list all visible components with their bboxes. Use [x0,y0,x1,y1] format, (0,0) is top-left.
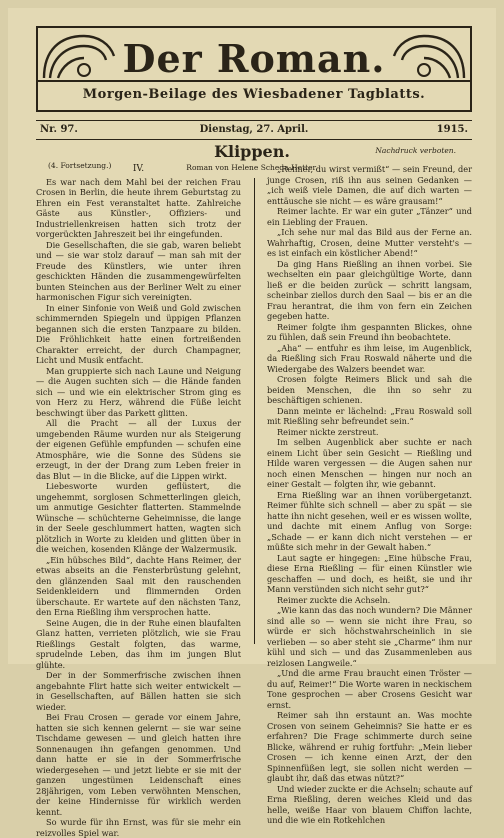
story-title: Klippen. [214,142,290,161]
paragraph: „Reimer, du wirst vermißt“ — sein Freund, der junge Crosen, riß ihn aus seinen Gedanken — „ich weiß viele Damen, die auf dich warten — enttäusche sie nicht — es wäre grausam!“ [267,164,472,206]
masthead-title: Der Roman. [122,36,386,81]
text-column-right [267,164,472,825]
paragraph: Man gruppierte sich nach Laune und Neigung — die Augen suchten sich — die Hände fanden sich — und wie ein elektrischer Strom ging es von Herz zu Herz, während die Füße leicht beschwingt über das Parkett glitten. [36,365,241,418]
paragraph: Reimer nickte zerstreut. [277,426,379,437]
chapter-number: IV. [132,164,145,174]
issue-number: Nr. 97. [40,124,78,135]
paragraph: „Ich sehe nur mal das Bild aus der Ferne an. Wahrhaftig, Crosen, deine Mutter versteht's — es ist einfach ein köstlicher Abend!“ [267,227,472,258]
newspaper-page [8,8,496,838]
paragraph: Im selben Augenblick aber suchte er nach einem Licht über sein Gesicht — Rießling und Hilde waren vergessen — die Augen sahen nur noch einen Menschen — hingen nur noch an einer Gestalt — folgten ihr, wie gebannt. [267,437,472,489]
reprint-notice: Nachdruck verboten. [375,146,456,155]
paragraph: Reimer folgte ihm gespannten Blickes, ohne zu fühlen, daß sein Freund ihn beobachtete. [267,321,472,342]
paragraph: Da ging Hans Rießling an ihnen vorbei. Sie wechselten ein paar gleichgültige Worte, dann ließ er die beiden zurück — schritt langsam, scheinbar ziellos durch den Saal — bis er an die Frau herantrat, die ihm von fern ein Zeichen gegeben hatte. [267,258,472,321]
paragraph: Crosen folgte Reimers Blick und sah die beiden Menschen, die ihn so sehr zu beschäftigen schienen. [267,374,472,405]
paragraph: Laut sagte er hingegen: „Eine hübsche Frau, diese Erna Rießling — für einen Künstler wie geschaffen — und doch, es heißt, sie und ihr Mann verstünden sich nicht sehr gut?“ [267,552,472,594]
paragraph: „Wie kann das das noch wundern? Die Männer sind alle so — wenn sie nicht ihre Frau, so würde er sich höchstwahrscheinlich in sie verlieben — so aber steht sie „Charme“ ihm nur kühl und sich — und das Zusammenleben aus reizlosen Langweile.“ [267,605,472,668]
paragraph: „Ein hübsches Bild“, dachte Hans Reimer, der etwas abseits an die Fensterbrüstung gelehnt, den glänzenden Saal mit den rauschenden Seidenkleidern und flimmernden Orden überschaute. Er wartete auf den nächsten Tanz, den Erna Rießling ihm versprochen hatte. [36,554,241,617]
masthead [36,26,472,112]
paragraph: In einer Sinfonie von Weiß und Gold zwischen schimmernden Spiegeln und üppigen Pflanzen begannen sich die ersten Tanzpaare zu bilden. Die Fröhlichkeit hatte einen fortreißenden Charakter erreicht, der durch Champagner, Licht und Musik entfacht. [36,302,241,365]
paragraph: So wurde für ihn Ernst, was für sie mehr ein reizvolles Spiel war. [36,817,241,838]
paragraph: Dann meinte er lächelnd: „Frau Roswald soll mit Rießling sehr befreundet sein.“ [267,405,472,426]
paragraph: All die Pracht — all der Luxus der umgebenden Räume wurden nur als Steigerung der eigenen Gefühle empfunden — schufen eine Atmosphäre, wie die Sonne des Südens sie erzeugt, in der der Drang zum Leben freier in das Blut — in die Blicke, auf die Lippen wirkt. [36,418,241,481]
paragraph: Liebesworte wurden geflüstert, die ungehemmt, sorglosen Schmetterlingen gleich, um anmutige Gesichter flatterten. Stammelnde Wünsche — schüchterne Geheimnisse, die lange in der Seele geschlummert hatten, wagten sich plötzlich in Worte zu kleiden und glitten über in die weichen, kosenden Klänge der Walzermusik. [36,481,241,554]
paragraph: Bei Frau Crosen — gerade vor einem Jahre, hatten sie sich kennen gelernt — sie war seine Tischdame gewesen — und gleich hatten ihre Sonnenaugen ihn gefangen genommen. Und dann hatte er sie in der Sommerfrische wiedergesehen — und jetzt liebte er sie mit der ganzen ungestümen Leidenschaft eines 28jährigen, vom Leben verwöhnten Menschen, der keine Hindernisse für wirklich werden kennt. [36,712,241,817]
paragraph: Seine Augen, die in der Ruhe einen blaufalten Glanz hatten, verrieten plötzlich, wie sie Frau Rießlings Gestalt folgten, das warme, sprudelnde Leben, das ihm im jungen Blut glühte. [36,617,241,670]
paragraph: Reimer lachte. Er war ein guter „Tänzer“ und ein Liebling der Frauen. [267,206,472,227]
story-byline: Roman von Helene Scheda-Hetter. [186,163,318,172]
column-divider [254,178,255,644]
paragraph: „Aha“ — entfuhr es ihm leise, im Augenblick, da Rießling sich Frau Roswald näherte und die Wiedergabe des Walzers beendet war. [267,342,472,374]
masthead-subtitle: Morgen-Beilage des Wiesbadener Tagblatts. [38,80,470,110]
issue-year: 1915. [436,124,468,135]
text-column-left [36,164,241,838]
issue-info-line [36,120,472,140]
paragraph: Und wieder zuckte er die Achseln; schaute auf Erna Rießling, deren weiches Kleid und das helle, weiße Haar von blauem Chiffon lachte, und die wie ein Rotkehlchen [267,783,472,825]
paragraph: Die Gesellschaften, die sie gab, waren beliebt und — sie war stolz darauf — man sah mit der Freude des Künstlers, wie unter ihren geschickten Händen die zusammengewürfelten bunten Steinchen aus der Berliner Welt zu einer harmonischen Figur sich vereinigten. [36,239,241,302]
paragraph: Der in der Sommerfrische zwischen ihnen angebahnte Flirt hatte sich weiter entwickelt — in Gesellschaften, auf Bällen hatten sie sich wieder. [36,670,241,712]
paragraph: Reimer zuckte die Achseln. [277,594,391,605]
paragraph: Es war nach dem Mahl bei der reichen Frau Crosen in Berlin, die heute ihrem Geburtstag zu Ehren ein Fest veranstaltet hatte. Zahlreiche Gäste aus Künstler-, Offiziers- und Industriellenkreisen hatten sich trotz der vorgerückten Jahreszeit bei ihr eingefunden. [36,176,241,239]
paragraph: „Und die arme Frau braucht einen Tröster — du auf, Reimer!“ Die Worte waren in neckischem Tone gesprochen — aber Crosens Gesicht war ernst. [267,668,472,710]
paragraph: Erna Rießling war an ihnen vorübergetanzt. Reimer fühlte sich schnell — aber zu spät — sie hatte ihn nicht gesehen, weil er es wissen wollte, und dachte mit einem Anflug von Sorge: „Schade — er kann dich nicht verstehen — er müßte sich mehr in der Gewalt haben.“ [267,489,472,552]
paragraph: Reimer sah ihn erstaunt an. Was mochte Crosen von seinem Geheimnis? Sie hatte er es erfahren? Die Frage schimmerte durch seine Blicke, während er ruhig fortfuhr: „Mein lieber Crosen — ich kenne einen Arzt, der den Spinnenfüßen legt, sie sollen nicht werden — glaubt ihr, daß das etwas nützt?“ [267,710,472,783]
continuation-note: (4. Fortsetzung.) [48,161,112,170]
issue-date: Dienstag, 27. April. [199,124,309,135]
